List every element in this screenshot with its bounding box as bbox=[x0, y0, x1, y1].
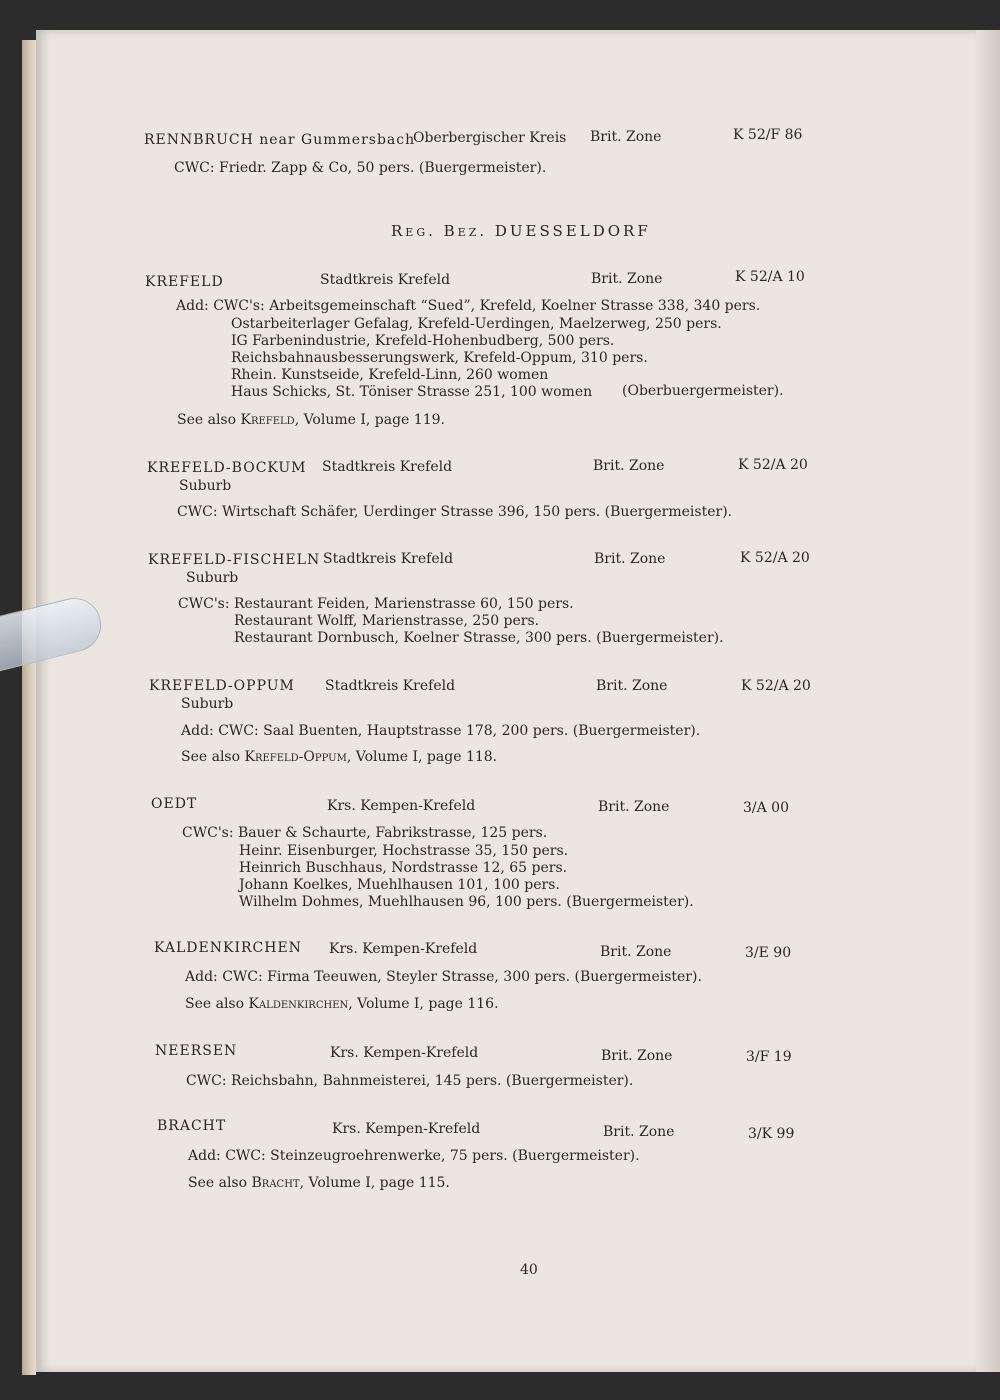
see-also-prefix: See also bbox=[185, 996, 249, 1012]
see-also-suffix: , Volume I, page 119. bbox=[294, 412, 445, 428]
entry-ref: 3/E 90 bbox=[745, 945, 792, 961]
see-also-prefix: See also bbox=[177, 412, 241, 428]
entry-ref: K 52/A 20 bbox=[740, 550, 810, 566]
entry-district: Krs. Kempen-Krefeld bbox=[332, 1121, 481, 1137]
entry-line: Add: CWC's: Arbeitsgemeinschaft “Sued”, Krefeld, Koelner Strasse 338, 340 pers. bbox=[176, 298, 761, 314]
entry-suburb: Suburb bbox=[179, 478, 232, 494]
entry-line: CWC: Reichsbahn, Bahnmeisterei, 145 pers. (Buergermeister). bbox=[186, 1073, 634, 1089]
entry-line: CWC: Friedr. Zapp & Co, 50 pers. (Buergermeister). bbox=[174, 160, 547, 176]
entry-line: Restaurant Wolff, Marienstrasse, 250 pers. bbox=[234, 613, 540, 629]
entry-zone: Brit. Zone bbox=[591, 271, 663, 287]
entry-place: KREFELD-FISCHELN bbox=[148, 552, 321, 568]
entry-ref: 3/K 99 bbox=[748, 1126, 795, 1142]
entry-line: Ostarbeiterlager Gefalag, Krefeld-Uerdingen, Maelzerweg, 250 pers. bbox=[231, 316, 722, 332]
section-heading: Reg. Bez. DUESSELDORF bbox=[391, 222, 651, 240]
see-also-prefix: See also bbox=[188, 1175, 252, 1191]
entry-line: Heinrich Buschhaus, Nordstrasse 12, 65 pers. bbox=[239, 860, 568, 876]
see-also-place: Kaldenkirchen bbox=[248, 996, 349, 1012]
entry-district: Stadtkreis Krefeld bbox=[322, 459, 453, 475]
entry-line: Reichsbahnausbesserungswerk, Krefeld-Oppum, 310 pers. bbox=[231, 350, 648, 366]
facing-page-edge bbox=[976, 30, 1000, 1372]
entry-place: NEERSEN bbox=[155, 1043, 238, 1059]
entry-zone: Brit. Zone bbox=[601, 1048, 673, 1064]
entry-line: Add: CWC: Saal Buenten, Hauptstrasse 178, 200 pers. (Buergermeister). bbox=[181, 723, 701, 739]
see-also-line bbox=[177, 412, 445, 428]
entry-line: Johann Koelkes, Muehlhausen 101, 100 pers. bbox=[239, 877, 560, 893]
entry-place: KALDENKIRCHEN bbox=[154, 940, 302, 956]
entry-ref: 3/A 00 bbox=[743, 800, 789, 816]
entry-zone: Brit. Zone bbox=[603, 1124, 675, 1140]
see-also-place: Bracht bbox=[251, 1175, 300, 1191]
entry-district: Stadtkreis Krefeld bbox=[320, 272, 451, 288]
entry-ref: 3/F 19 bbox=[746, 1049, 792, 1065]
see-also-place: Krefeld bbox=[240, 412, 295, 428]
entry-line: CWC's: Restaurant Feiden, Marienstrasse 60, 150 pers. bbox=[178, 596, 574, 612]
entry-district: Oberbergischer Kreis bbox=[413, 130, 567, 146]
entry-ref: K 52/A 20 bbox=[741, 678, 811, 694]
see-also-place: Krefeld-Oppum bbox=[244, 749, 347, 765]
entry-zone: Brit. Zone bbox=[596, 678, 668, 694]
entry-zone: Brit. Zone bbox=[600, 944, 672, 960]
entry-zone: Brit. Zone bbox=[594, 551, 666, 567]
entry-suburb: Suburb bbox=[186, 570, 239, 586]
entry-line: CWC: Wirtschaft Schäfer, Uerdinger Strasse 396, 150 pers. (Buergermeister). bbox=[177, 504, 733, 520]
entry-line: Wilhelm Dohmes, Muehlhausen 96, 100 pers. (Buergermeister). bbox=[239, 894, 694, 910]
entry-authority: (Oberbuergermeister). bbox=[622, 383, 784, 399]
entry-ref: K 52/A 10 bbox=[735, 269, 805, 285]
entry-place: RENNBRUCH near Gummersbach bbox=[144, 132, 416, 148]
entry-place: KREFELD-OPPUM bbox=[149, 678, 295, 694]
entry-ref: K 52/A 20 bbox=[738, 457, 808, 473]
see-also-line bbox=[188, 1175, 450, 1191]
see-also-suffix: , Volume I, page 115. bbox=[299, 1175, 450, 1191]
see-also-line bbox=[185, 996, 499, 1012]
entry-zone: Brit. Zone bbox=[598, 799, 670, 815]
entry-line: Rhein. Kunstseide, Krefeld-Linn, 260 women bbox=[231, 367, 549, 383]
entry-district: Krs. Kempen-Krefeld bbox=[327, 798, 476, 814]
entry-zone: Brit. Zone bbox=[593, 458, 665, 474]
entry-line: Restaurant Dornbusch, Koelner Strasse, 300 pers. (Buergermeister). bbox=[234, 630, 724, 646]
see-also-prefix: See also bbox=[181, 749, 245, 765]
entry-district: Stadtkreis Krefeld bbox=[325, 678, 456, 694]
see-also-line bbox=[181, 749, 497, 765]
page-number: 40 bbox=[520, 1262, 538, 1278]
entry-place: KREFELD bbox=[145, 274, 224, 290]
entry-line: CWC's: Bauer & Schaurte, Fabrikstrasse, 125 pers. bbox=[182, 825, 548, 841]
see-also-suffix: , Volume I, page 116. bbox=[348, 996, 499, 1012]
entry-line: IG Farbenindustrie, Krefeld-Hohenbudberg, 500 pers. bbox=[231, 333, 615, 349]
entry-line: Haus Schicks, St. Töniser Strasse 251, 100 women bbox=[231, 384, 593, 400]
entry-district: Stadtkreis Krefeld bbox=[323, 551, 454, 567]
entry-district: Krs. Kempen-Krefeld bbox=[329, 941, 478, 957]
entry-district: Krs. Kempen-Krefeld bbox=[330, 1045, 479, 1061]
entry-place: KREFELD-BOCKUM bbox=[147, 460, 307, 476]
entry-ref: K 52/F 86 bbox=[733, 127, 803, 143]
entry-place: BRACHT bbox=[157, 1118, 227, 1134]
entry-line: Add: CWC: Firma Teeuwen, Steyler Strasse, 300 pers. (Buergermeister). bbox=[185, 969, 702, 985]
entry-place: OEDT bbox=[151, 796, 198, 812]
see-also-suffix: , Volume I, page 118. bbox=[346, 749, 498, 765]
entry-line: Heinr. Eisenburger, Hochstrasse 35, 150 pers. bbox=[239, 843, 569, 859]
page-stack-edge bbox=[22, 40, 36, 1375]
entry-suburb: Suburb bbox=[181, 696, 234, 712]
entry-line: Add: CWC: Steinzeugroehrenwerke, 75 pers. (Buergermeister). bbox=[188, 1148, 640, 1164]
entry-zone: Brit. Zone bbox=[590, 129, 662, 145]
